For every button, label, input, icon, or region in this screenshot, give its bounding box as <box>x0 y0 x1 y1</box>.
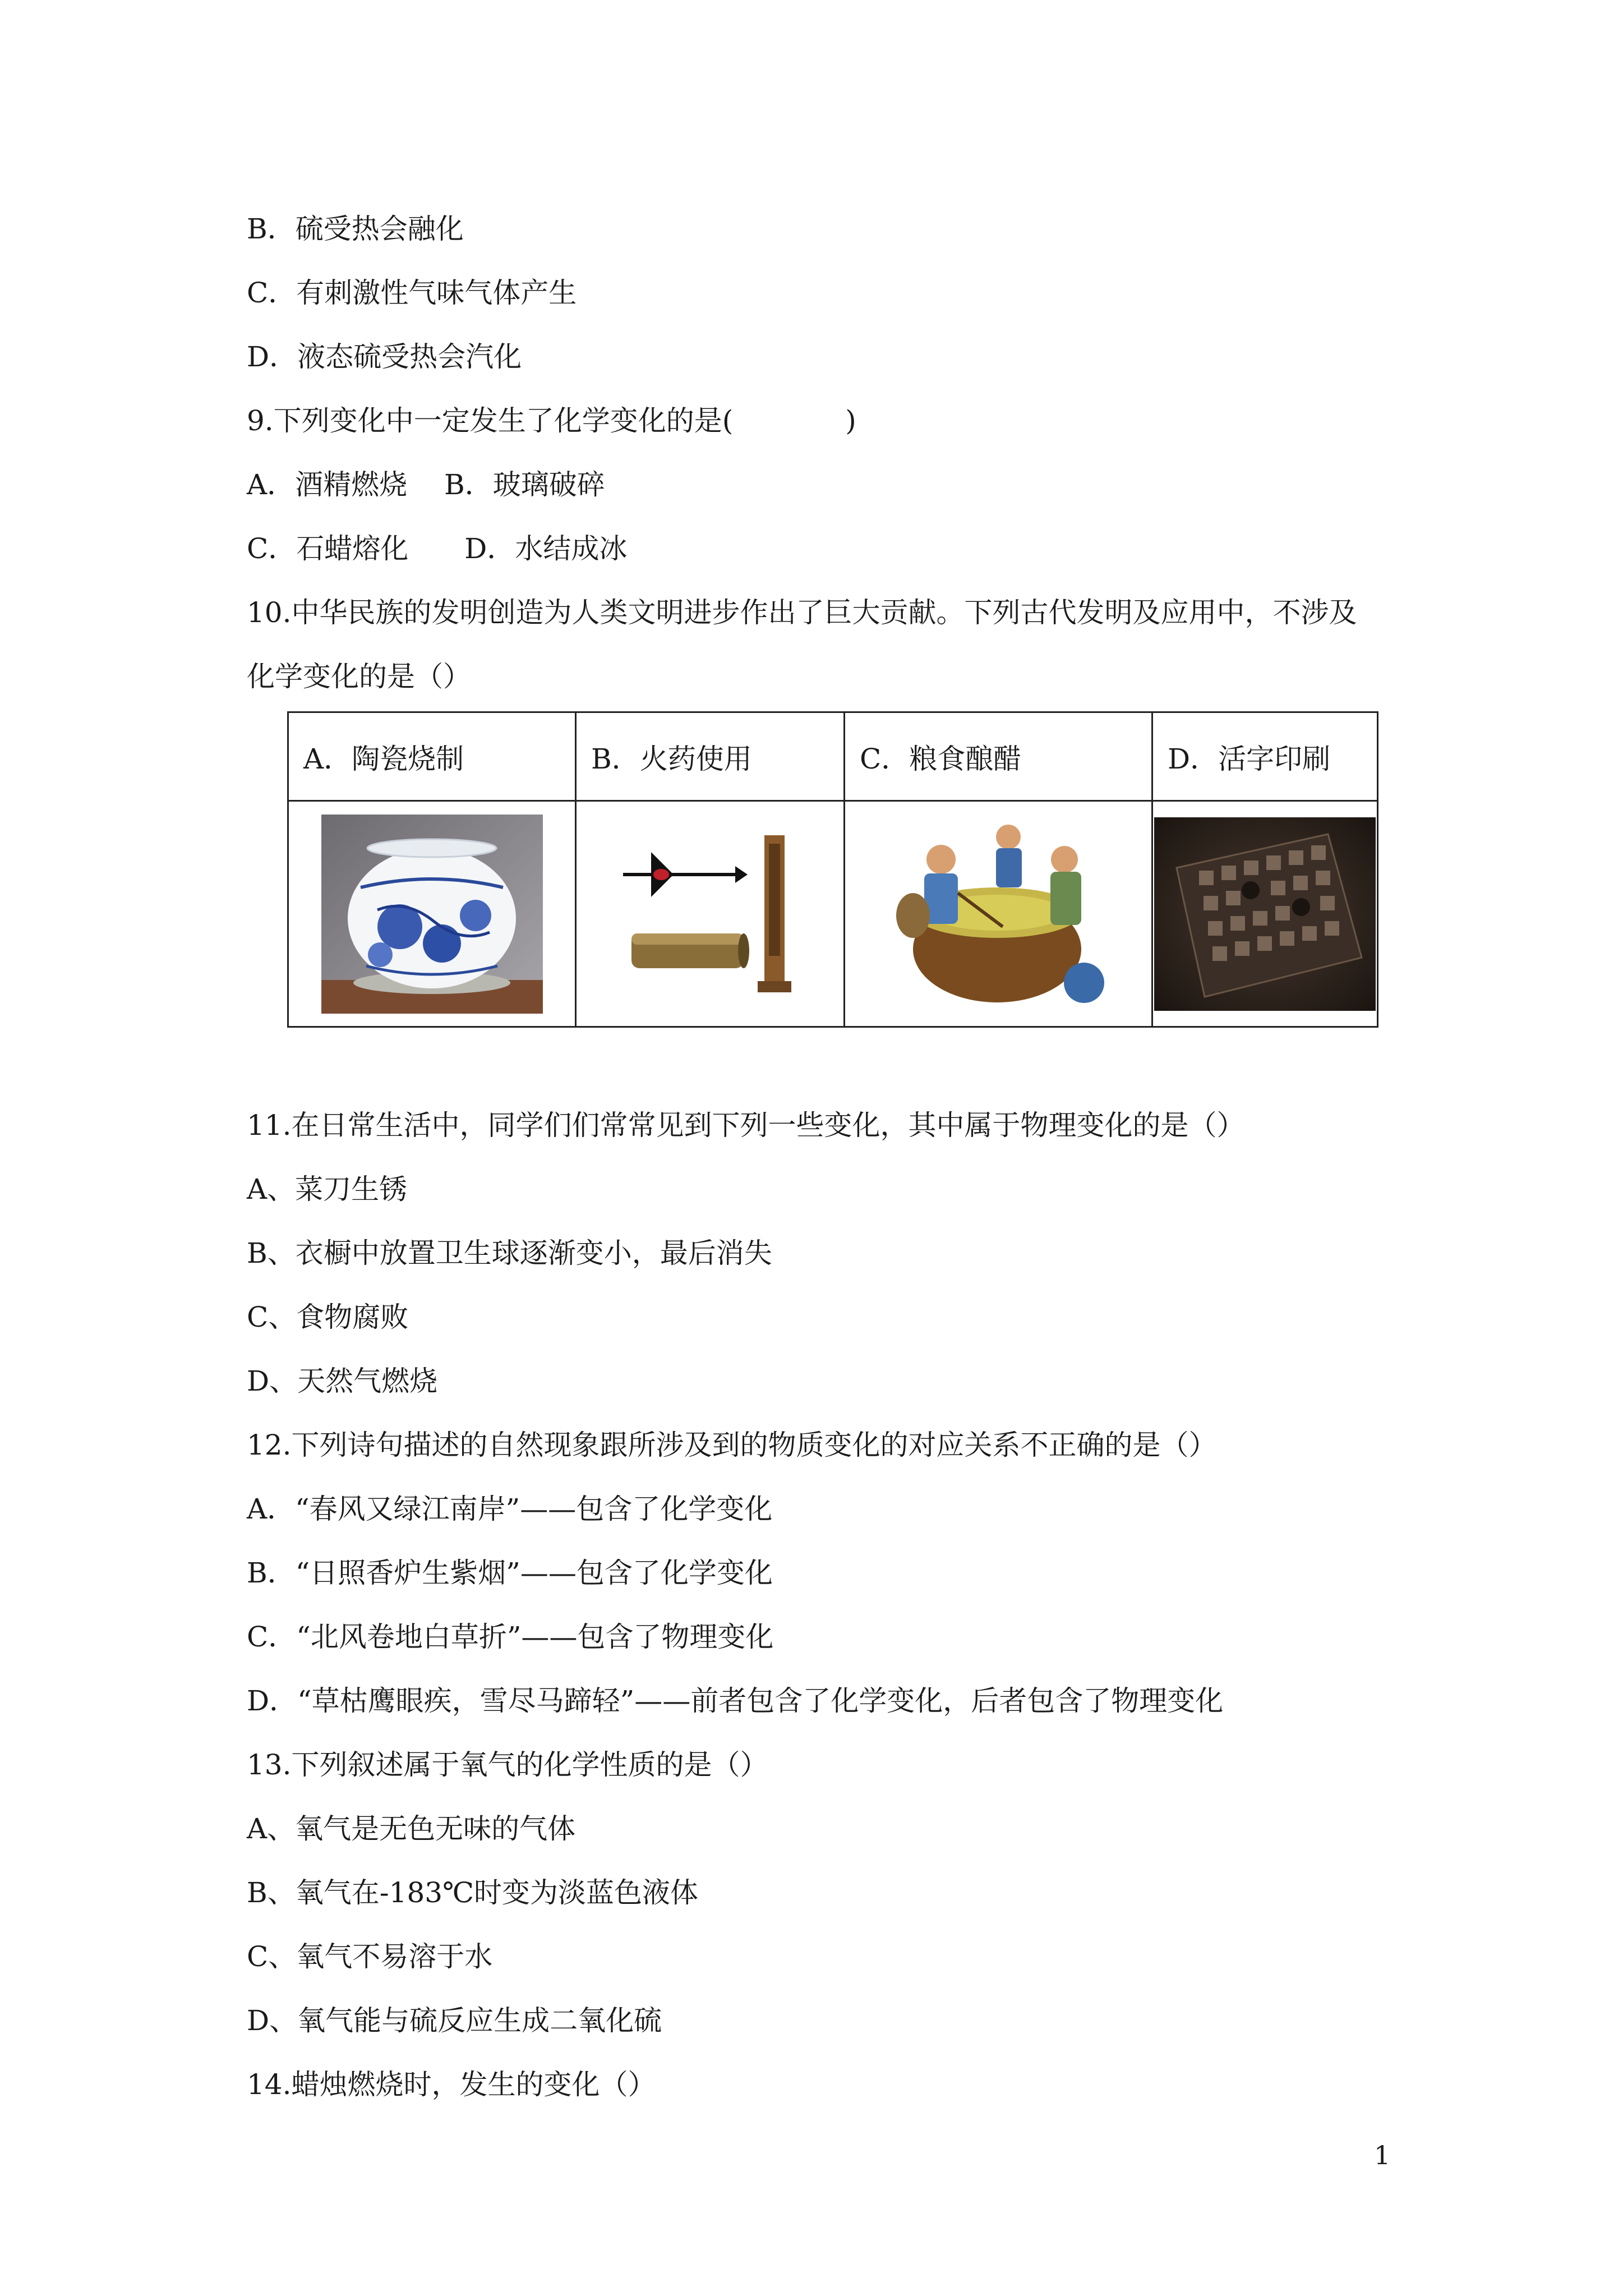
movable-type-image <box>1154 817 1376 1011</box>
page-number: 1 <box>1374 2140 1391 2170</box>
question-line: B．“日照香炉生紫烟”——包含了化学变化 <box>247 1557 773 1589</box>
question-line: 13.下列叙述属于氧气的化学性质的是（） <box>247 1749 768 1781</box>
table-cell-header: D．活字印刷 <box>1152 712 1378 801</box>
question-line: D．“草枯鹰眼疾，雪尽马蹄轻”——前者包含了化学变化，后者包含了物理变化 <box>247 1685 1224 1717</box>
gunpowder-weapons-image <box>617 821 803 1006</box>
question-line: 10.中华民族的发明创造为人类文明进步作出了巨大贡献。下列古代发明及应用中，不涉及 <box>247 596 1357 629</box>
porcelain-jar-image <box>321 815 543 1014</box>
question-line: D、氧气能与硫反应生成二氧化硫 <box>247 2004 662 2037</box>
table-cell-header: C．粮食酿醋 <box>845 712 1152 801</box>
question-line: 12.下列诗句描述的自然现象跟所涉及到的物质变化的对应关系不正确的是（） <box>247 1429 1217 1461</box>
question-line: D．液态硫受热会汽化 <box>247 341 522 373</box>
question-line: 14.蜡烛燃烧时，发生的变化（） <box>247 2068 656 2101</box>
table-cell-image <box>288 801 576 1027</box>
question-line: C、食物腐败 <box>247 1301 409 1333</box>
question-line: 9.下列变化中一定发生了化学变化的是( ) <box>247 404 856 437</box>
inventions-table <box>287 711 1378 1028</box>
question-line: 11.在日常生活中，同学们们常常见到下列一些变化，其中属于物理变化的是（） <box>247 1109 1245 1142</box>
question-line: A、氧气是无色无味的气体 <box>247 1812 576 1845</box>
vinegar-brewing-image <box>891 815 1106 1014</box>
table-cell-header: A．陶瓷烧制 <box>288 712 576 801</box>
question-line: C、氧气不易溶于水 <box>247 1940 493 1973</box>
question-line: A．酒精燃烧 B．玻璃破碎 <box>247 468 605 501</box>
question-line: B．硫受热会融化 <box>247 213 464 245</box>
question-line: C．有刺激性气味气体产生 <box>247 277 577 309</box>
table-cell-image <box>576 801 845 1027</box>
table-cell-image <box>1152 801 1378 1027</box>
question-line: C．“北风卷地白草折”——包含了物理变化 <box>247 1621 774 1653</box>
question-line: A．“春风又绿江南岸”——包含了化学变化 <box>247 1493 773 1525</box>
question-line: D、天然气燃烧 <box>247 1365 438 1397</box>
table-cell-header: B．火药使用 <box>576 712 845 801</box>
question-line: 化学变化的是（） <box>247 660 471 693</box>
question-line: B、氧气在-183℃时变为淡蓝色液体 <box>247 1876 699 1909</box>
question-line: B、衣橱中放置卫生球逐渐变小，最后消失 <box>247 1237 772 1269</box>
table-cell-image <box>845 801 1152 1027</box>
question-line: C．石蜡熔化 D．水结成冰 <box>247 532 628 565</box>
question-line: A、菜刀生锈 <box>247 1173 408 1205</box>
